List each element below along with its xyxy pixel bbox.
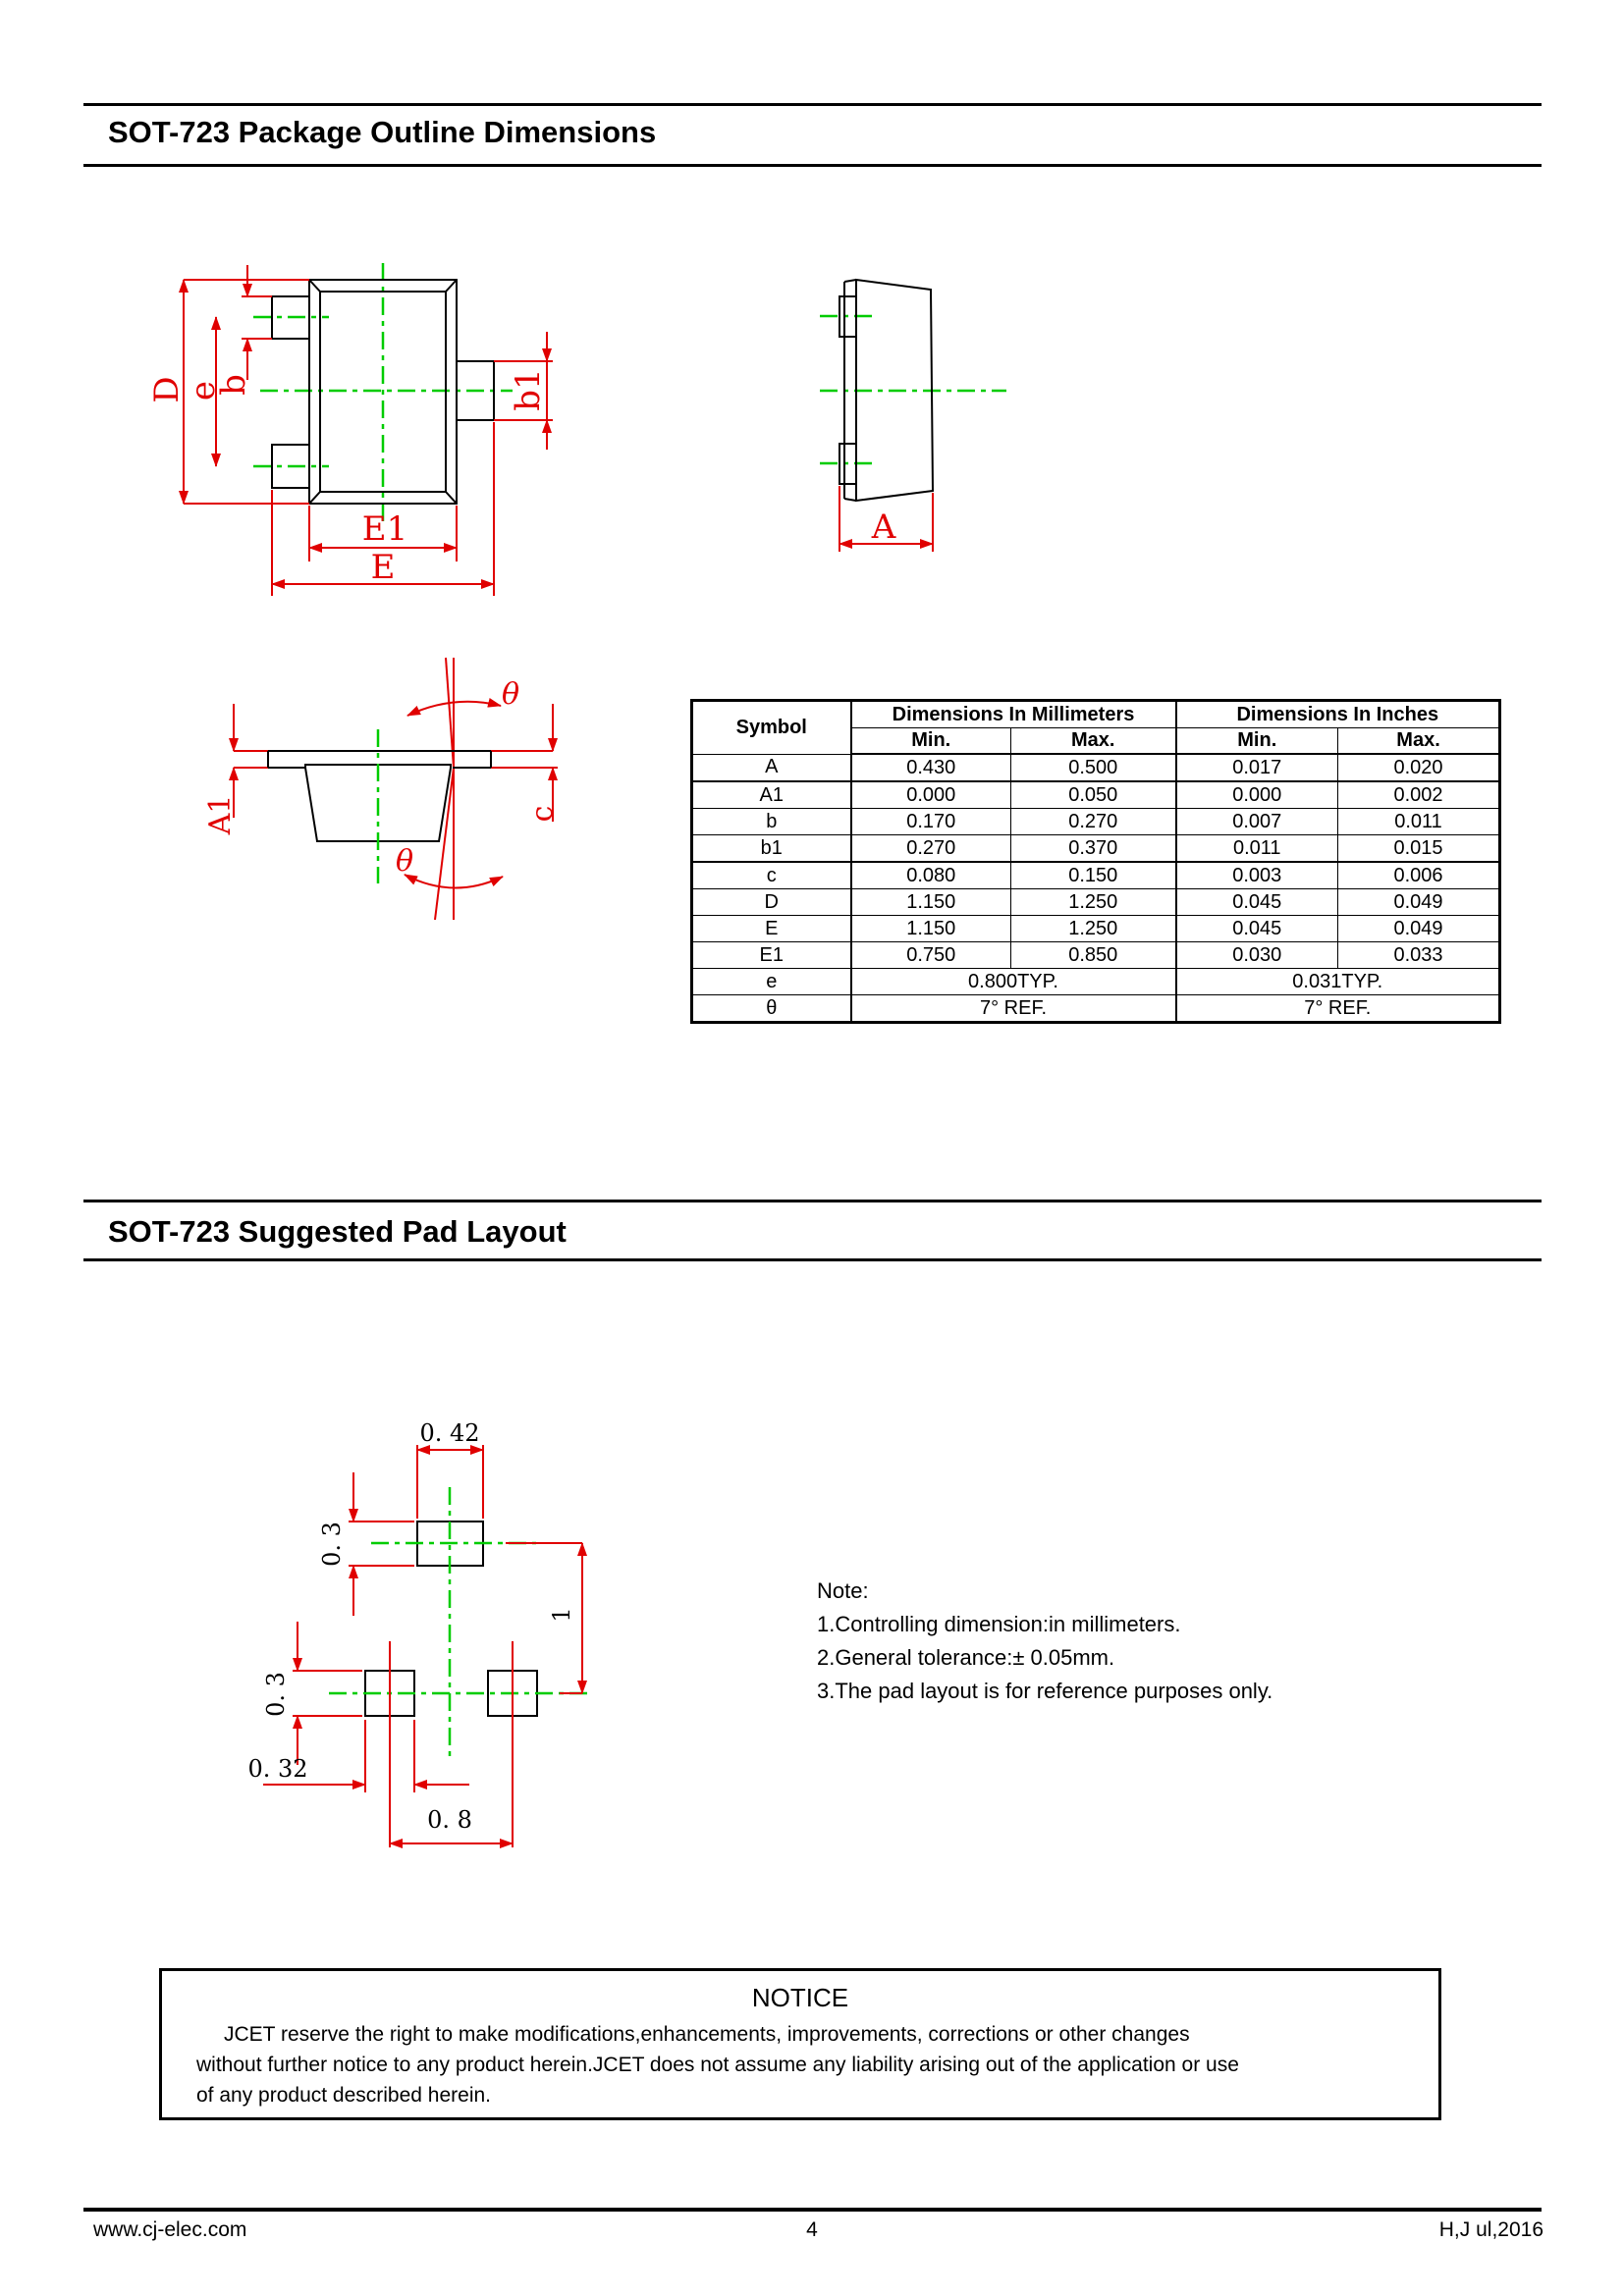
dim-label-theta-top: θ xyxy=(501,677,520,712)
cell-value: 0.150 xyxy=(1011,862,1176,889)
table-row xyxy=(692,754,1500,781)
cell-value: 0.850 xyxy=(1011,942,1176,969)
note-title: Note: xyxy=(817,1578,869,1603)
cell-value: 0.033 xyxy=(1338,942,1500,969)
pad-dim-vertical: 1 xyxy=(548,1607,575,1623)
section-divider xyxy=(83,103,1542,106)
cell-value: 0.007 xyxy=(1176,809,1338,835)
note-item: 2.General tolerance:± 0.05mm. xyxy=(817,1645,1115,1670)
cell-value: 0.031TYP. xyxy=(1176,969,1500,995)
package-side-view-drawing xyxy=(815,236,1031,560)
cell-symbol: A xyxy=(692,754,851,781)
cell-value: 0.080 xyxy=(851,862,1011,889)
dim-label-theta-bottom: θ xyxy=(395,844,414,879)
cell-value: 0.017 xyxy=(1176,754,1338,781)
cell-value: 0.270 xyxy=(851,835,1011,863)
table-row xyxy=(692,809,1500,835)
cell-value: 7° REF. xyxy=(1176,995,1500,1023)
pad-dim-pitch: 0. 8 xyxy=(427,1806,472,1834)
pad-dim-bottom-height: 0. 3 xyxy=(262,1672,290,1717)
dim-label-A: A xyxy=(871,507,896,547)
cell-value: 0.015 xyxy=(1338,835,1500,863)
cell-value: 1.250 xyxy=(1011,889,1176,916)
table-row xyxy=(692,862,1500,889)
cell-value: 0.500 xyxy=(1011,754,1176,781)
footer-page-number: 4 xyxy=(806,2218,818,2241)
cell-value: 0.002 xyxy=(1338,781,1500,809)
notice-body xyxy=(162,2013,1438,2110)
cell-value: 0.003 xyxy=(1176,862,1338,889)
cell-symbol: e xyxy=(692,969,851,995)
cell-value: 0.750 xyxy=(851,942,1011,969)
cell-value: 0.370 xyxy=(1011,835,1176,863)
dimensions-table xyxy=(690,699,1501,1024)
col-header-min: Min. xyxy=(1176,728,1338,755)
notice-line: of any product described herein. xyxy=(196,2084,492,2107)
cell-value: 0.430 xyxy=(851,754,1011,781)
table-row xyxy=(692,889,1500,916)
col-header-min: Min. xyxy=(851,728,1011,755)
note-item: 1.Controlling dimension:in millimeters. xyxy=(817,1612,1181,1636)
cell-symbol: c xyxy=(692,862,851,889)
cell-value: 0.270 xyxy=(1011,809,1176,835)
dim-label-c: c xyxy=(525,805,560,823)
cell-value: 1.150 xyxy=(851,889,1011,916)
note-item: 3.The pad layout is for reference purposes only. xyxy=(817,1679,1273,1703)
table-row xyxy=(692,969,1500,995)
package-profile-outline xyxy=(268,751,491,841)
pad-dim-top-width: 0. 42 xyxy=(419,1419,480,1447)
cell-value: 0.170 xyxy=(851,809,1011,835)
cell-value: 0.030 xyxy=(1176,942,1338,969)
col-header-symbol: Symbol xyxy=(692,701,851,755)
dim-label-E: E xyxy=(370,548,396,587)
section-divider xyxy=(83,1258,1542,1261)
dim-label-e: e xyxy=(184,380,223,401)
dim-label-A1: A1 xyxy=(203,794,238,835)
cell-symbol: b xyxy=(692,809,851,835)
cell-symbol: A1 xyxy=(692,781,851,809)
col-header-mm: Dimensions In Millimeters xyxy=(851,701,1176,728)
cell-value: 1.150 xyxy=(851,916,1011,942)
pad-dim-top-height: 0. 3 xyxy=(318,1522,346,1567)
table-row xyxy=(692,942,1500,969)
col-header-inches: Dimensions In Inches xyxy=(1176,701,1500,728)
dim-label-b1: b1 xyxy=(509,368,548,411)
centerlines xyxy=(253,263,513,522)
cell-value: 0.011 xyxy=(1176,835,1338,863)
cell-symbol: b1 xyxy=(692,835,851,863)
table-row xyxy=(692,835,1500,863)
cell-symbol: E1 xyxy=(692,942,851,969)
dim-label-E1: E1 xyxy=(361,509,408,549)
cell-value: 0.045 xyxy=(1176,889,1338,916)
footer-revision: H,J ul,2016 xyxy=(1438,2218,1543,2241)
cell-value: 0.049 xyxy=(1338,916,1500,942)
package-profile-drawing xyxy=(137,633,609,962)
dim-label-D: D xyxy=(147,376,187,403)
cell-value: 0.000 xyxy=(1176,781,1338,809)
cell-value: 1.250 xyxy=(1011,916,1176,942)
cell-value: 0.050 xyxy=(1011,781,1176,809)
cell-value: 0.000 xyxy=(851,781,1011,809)
pad-layout-drawing xyxy=(147,1404,619,1865)
col-header-max: Max. xyxy=(1011,728,1176,755)
cell-value: 0.045 xyxy=(1176,916,1338,942)
cell-value: 0.006 xyxy=(1338,862,1500,889)
package-side-outline xyxy=(839,280,933,501)
col-header-max: Max. xyxy=(1338,728,1500,755)
dimension-lines xyxy=(263,1445,582,1847)
cell-value: 0.049 xyxy=(1338,889,1500,916)
cell-value: 0.020 xyxy=(1338,754,1500,781)
table-row xyxy=(692,781,1500,809)
package-front-view-drawing xyxy=(128,236,569,628)
centerlines xyxy=(820,316,1006,463)
footer-divider xyxy=(83,2208,1542,2212)
cell-symbol: D xyxy=(692,889,851,916)
cell-value: 0.800TYP. xyxy=(851,969,1176,995)
cell-value: 0.011 xyxy=(1338,809,1500,835)
cell-symbol: E xyxy=(692,916,851,942)
notice-title: NOTICE xyxy=(751,1983,849,2012)
notice-line: without further notice to any product herein.JCET does not assume any liability arising out of the application or use xyxy=(196,2054,1239,2076)
pad-dim-pad-width: 0. 32 xyxy=(247,1755,308,1783)
cell-symbol: θ xyxy=(692,995,851,1023)
footer-website: www.cj-elec.com xyxy=(93,2218,247,2241)
section-divider xyxy=(83,1200,1542,1202)
page-title-outline: SOT-723 Package Outline Dimensions xyxy=(108,115,657,149)
page-title-pad-layout: SOT-723 Suggested Pad Layout xyxy=(108,1214,567,1249)
notice-box xyxy=(159,1968,1441,2120)
pads xyxy=(365,1522,537,1716)
notice-line: JCET reserve the right to make modifications,enhancements, improvements, corrections or other changes xyxy=(224,2023,1190,2046)
table-row xyxy=(692,995,1500,1023)
note-block xyxy=(817,1575,1272,1708)
dim-label-b: b xyxy=(214,374,253,396)
cell-value: 7° REF. xyxy=(851,995,1176,1023)
table-row xyxy=(692,916,1500,942)
section-divider xyxy=(83,164,1542,167)
